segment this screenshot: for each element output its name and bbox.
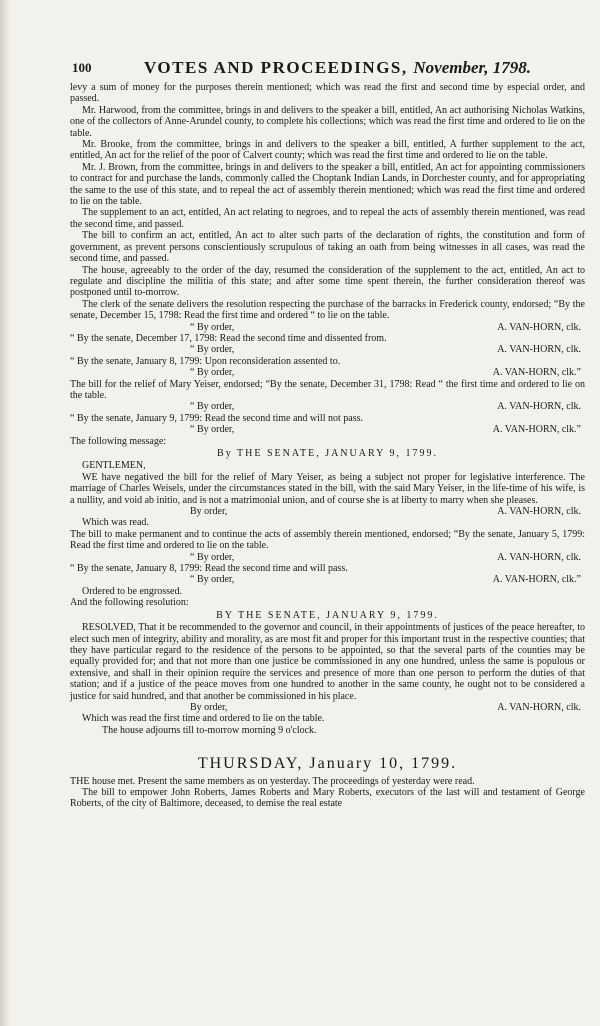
paragraph: Mr. Brooke, from the committee, brings in and delivers to the speaker a bill, entitled, A further supplement to the act, entitled, An act for the relief of the poor of Calvert county; which was read the first time and ordered to lie on the table. <box>70 139 585 162</box>
resolution-text: RESOLVED, That it be recommended to the governor and council, in their appointments of justices of the peace hereafter, to elect such men of integrity, ability and morality, as are most fit and proper for this important trust in the respective counties; that they have particular regard to the residence of the persons to be appointed, so that the several parts of the counties may be equally provided for; and that not more than one justice be commissioned in any one hundred, unless the same is populous or extensive, and shall in their opinion require the services and presence of more than one person to perform the duties of that station; and if a justice of the peace moves from one hundred to another in the same county, he ought not to be considered a justice for said hundred, and that another be commissioned in his place. <box>70 622 585 702</box>
signature-line: “ By order, A. VAN-HORN, clk. <box>190 401 581 413</box>
paragraph: The bill to make permanent and to continue the acts of assembly therein mentioned, endorsed; “By the senate, January 5, 1799: Read the first time and ordered to lie on the table. <box>70 528 585 552</box>
paragraph: THE house met. Present the same members as on yesterday. The proceedings of yesterday were read. <box>70 775 475 787</box>
endorsement: “ By the senate, January 8, 1799: Upon reconsideration assented to. <box>70 355 341 367</box>
paragraph: The clerk of the senate delivers the resolution respecting the purchase of the barracks in Frederick county, endorsed; “By the senate, December 15, 1798: Read the first time and ordered “ to lie on the table. <box>70 298 585 322</box>
day-heading: THURSDAY, January 10, 1799. <box>197 755 458 773</box>
signature-line: By order, A. VAN-HORN, clk. <box>190 701 581 713</box>
page-number: 100 <box>72 60 92 75</box>
senate-heading: BY THE SENATE, JANUARY 9, 1799. <box>216 609 439 621</box>
page-spine-shadow <box>0 0 10 1026</box>
running-header <box>72 58 592 78</box>
paragraph: The house, agreeably to the order of the day, resumed the consideration of the supplement to the act, entitled, An act to regulate and discipline the militia of this state; and after some time spent therein, the further consideration thereof was postponed until to-morrow. <box>70 264 585 299</box>
signature-line: By order, A. VAN-HORN, clk. <box>190 506 581 518</box>
paragraph: Mr. Harwood, from the committee, brings in and delivers to the speaker a bill, entitled, An act authorising Nicholas Watkins, one of the collectors of Anne-Arundel county, to complete his collections; which was read the first time and ordered to lie on the table. <box>70 104 585 139</box>
endorsement: “ By the senate, January 8, 1799: Read the second time and will pass. <box>70 563 348 575</box>
signature-line: “ By order, A. VAN-HORN, clk. <box>190 344 581 356</box>
endorsement: “ By the senate, December 17, 1798: Read the second time and dissented from. <box>70 332 387 344</box>
signature-line: “ By order, A. VAN-HORN, clk.” <box>190 574 581 586</box>
paragraph: The bill for the relief of Mary Yeiser, endorsed; “By the senate, December 31, 1798: Read “ the first time and ordered to lie on the table. <box>70 378 585 401</box>
senate-heading: By THE SENATE, JANUARY 9, 1799. <box>217 448 438 459</box>
title-date: November, 1798. <box>413 58 531 77</box>
salutation: GENTLEMEN, <box>82 460 146 472</box>
paragraph: Ordered to be engrossed. <box>82 585 182 597</box>
signature-line: “ By order, A. VAN-HORN, clk.” <box>190 367 581 379</box>
running-title <box>144 58 531 78</box>
paragraph: Which was read. <box>82 517 149 529</box>
adjournment: The house adjourns till to-morrow morning 9 o'clock. <box>102 724 317 736</box>
endorsement: “ By the senate, January 9, 1799: Read the second time and will not pass. <box>70 412 363 424</box>
paragraph: The supplement to an act, entitled, An act relating to negroes, and to repeal the acts of assembly therein mentioned, was read the second time, and passed. <box>70 207 585 230</box>
title-text: VOTES AND PROCEEDINGS, <box>144 58 408 77</box>
paragraph: Which was read the first time and ordered to lie on the table. <box>82 713 325 725</box>
senate-message: WE have negatived the bill for the relief of Mary Yeiser, as being a subject not proper for legislative interference. The marriage of Charles Weisels, under the circumstances stated in the bill, with the said Mary Yeiser, in the life-time of his wife, is a nullity, and void ab initio, and is not a matrimonial union, and of course she is at liberty to marry when she pleases. <box>70 471 585 506</box>
signature-line: “ By order, A. VAN-HORN, clk. <box>190 551 581 563</box>
signature-line: “ By order, A. VAN-HORN, clk.” <box>190 424 581 436</box>
paragraph: The bill to confirm an act, entitled, An act to alter such parts of the declaration of rights, the constitution and form of government, as prevent persons conscientiously scrupulous of taking an oath from being witnesses in all cases, was read the second time, and passed. <box>70 230 585 265</box>
paragraph: Mr. J. Brown, from the committee, brings in and delivers to the speaker a bill, entitled, An act for appointing commissioners to contract for and purchase the lands, commonly called the Choptank Indian Lands, in Dorchester county, and for appropriating the same to the use of this state, and to repeal the act of assembly therein mentioned; which was read the first time and ordered to lie on the table. <box>70 161 585 208</box>
signature-line: “ By order, A. VAN-HORN, clk. <box>190 321 581 333</box>
document-body <box>70 82 585 810</box>
paragraph: The bill to empower John Roberts, James Roberts and Mary Roberts, executors of the last will and testament of George Roberts, of the city of Baltimore, deceased, to demise the real estate <box>70 786 585 810</box>
paragraph: And the following resolution: <box>70 597 189 609</box>
paragraph: The following message: <box>70 435 167 447</box>
paragraph: levy a sum of money for the purposes therein mentioned; which was read the first and second time by especial order, and passed. <box>70 82 585 105</box>
